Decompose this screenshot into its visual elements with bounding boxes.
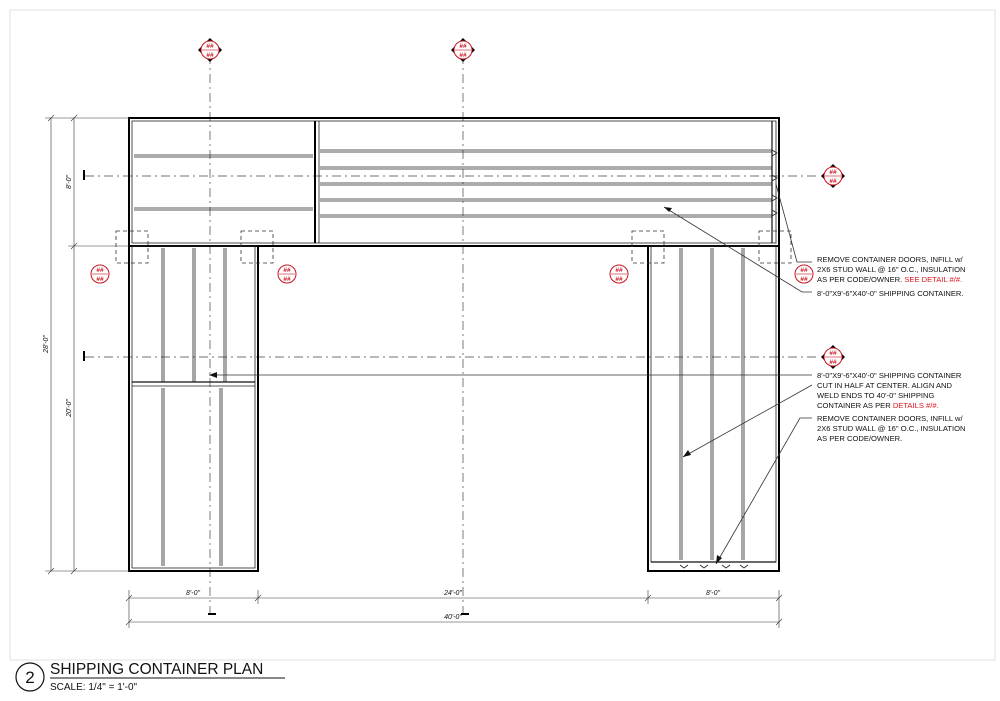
- svg-text:##: ##: [459, 52, 467, 59]
- svg-text:##: ##: [615, 267, 623, 274]
- leader-lines: [209, 184, 812, 564]
- drawing-title: [16, 661, 285, 693]
- section-tag-right-upper: [821, 164, 845, 188]
- dim-right-8ft: 8'-0": [706, 590, 720, 597]
- detail-callout-4: [795, 265, 813, 283]
- sheet-border: [10, 10, 995, 660]
- svg-text:##: ##: [800, 267, 808, 274]
- svg-text:##: ##: [283, 276, 291, 283]
- vertical-dimensions: [45, 115, 129, 574]
- section-tag-top-center: [451, 38, 475, 62]
- top-shipping-container: [129, 118, 779, 246]
- dim-total-40ft: 40'-0": [444, 614, 462, 621]
- note-shipping-container: 8'-0"X9'-6"X40'-0" SHIPPING CONTAINER.: [817, 289, 964, 298]
- grid-lines: [84, 55, 820, 615]
- svg-text:##: ##: [829, 178, 837, 185]
- note-remove-doors-bottom: [817, 414, 966, 443]
- svg-text:##: ##: [206, 52, 214, 59]
- svg-text:##: ##: [615, 276, 623, 283]
- svg-text:2X6 STUD WALL @ 16" O.C., INSU: 2X6 STUD WALL @ 16" O.C., INSULATION: [817, 265, 966, 274]
- section-tags: [198, 38, 845, 369]
- svg-text:##: ##: [829, 169, 837, 176]
- note-cut-container: [817, 371, 962, 410]
- svg-text:WELD ENDS TO 40'-0" SHIPPING: WELD ENDS TO 40'-0" SHIPPING: [817, 391, 935, 400]
- svg-text:##: ##: [206, 43, 214, 50]
- drawing-title-text: SHIPPING CONTAINER PLAN: [50, 661, 264, 678]
- dim-vertical-28ft: 28'-0": [43, 335, 50, 353]
- section-tag-top-left: [198, 38, 222, 62]
- left-shipping-container: [129, 246, 258, 571]
- detail-callout-1: [91, 265, 109, 283]
- svg-text:REMOVE CONTAINER DOORS, INFILL: REMOVE CONTAINER DOORS, INFILL w/: [817, 255, 963, 264]
- svg-text:##: ##: [96, 267, 104, 274]
- dim-middle-24ft: 24'-0": [444, 590, 462, 597]
- svg-text:CUT IN HALF AT CENTER. ALIGN A: CUT IN HALF AT CENTER. ALIGN AND: [817, 381, 953, 390]
- drawing-scale: SCALE: 1/4" = 1'-0": [50, 682, 138, 693]
- svg-text:REMOVE CONTAINER DOORS, INFILL: REMOVE CONTAINER DOORS, INFILL w/: [817, 414, 963, 423]
- svg-text:##: ##: [829, 359, 837, 366]
- svg-text:2X6 STUD WALL @ 16" O.C., INSU: 2X6 STUD WALL @ 16" O.C., INSULATION: [817, 424, 966, 433]
- svg-text:CONTAINER AS PER DETAILS #/#.: CONTAINER AS PER DETAILS #/#.: [817, 401, 939, 410]
- detail-callouts: [91, 265, 813, 283]
- dim-vertical-20ft: 20'-0": [66, 399, 73, 417]
- right-shipping-container: [648, 246, 779, 571]
- svg-text:##: ##: [829, 350, 837, 357]
- svg-text:##: ##: [96, 276, 104, 283]
- svg-text:##: ##: [800, 276, 808, 283]
- svg-text:AS PER CODE/OWNER. SEE DETAIL: AS PER CODE/OWNER. SEE DETAIL #/#.: [817, 275, 963, 284]
- dim-left-8ft: 8'-0": [186, 590, 200, 597]
- detail-callout-2: [278, 265, 296, 283]
- svg-text:##: ##: [283, 267, 291, 274]
- drawing-number: 2: [25, 668, 35, 687]
- note-remove-doors-top: [817, 255, 966, 284]
- svg-text:8'-0"X9'-6"X40'-0" SHIPPING CO: 8'-0"X9'-6"X40'-0" SHIPPING CONTAINER: [817, 371, 962, 380]
- dim-vertical-8ft: 8'-0": [66, 175, 73, 189]
- section-tag-right-lower: [821, 345, 845, 369]
- svg-text:AS PER CODE/OWNER.: AS PER CODE/OWNER.: [817, 434, 903, 443]
- detail-callout-3: [610, 265, 628, 283]
- svg-text:##: ##: [459, 43, 467, 50]
